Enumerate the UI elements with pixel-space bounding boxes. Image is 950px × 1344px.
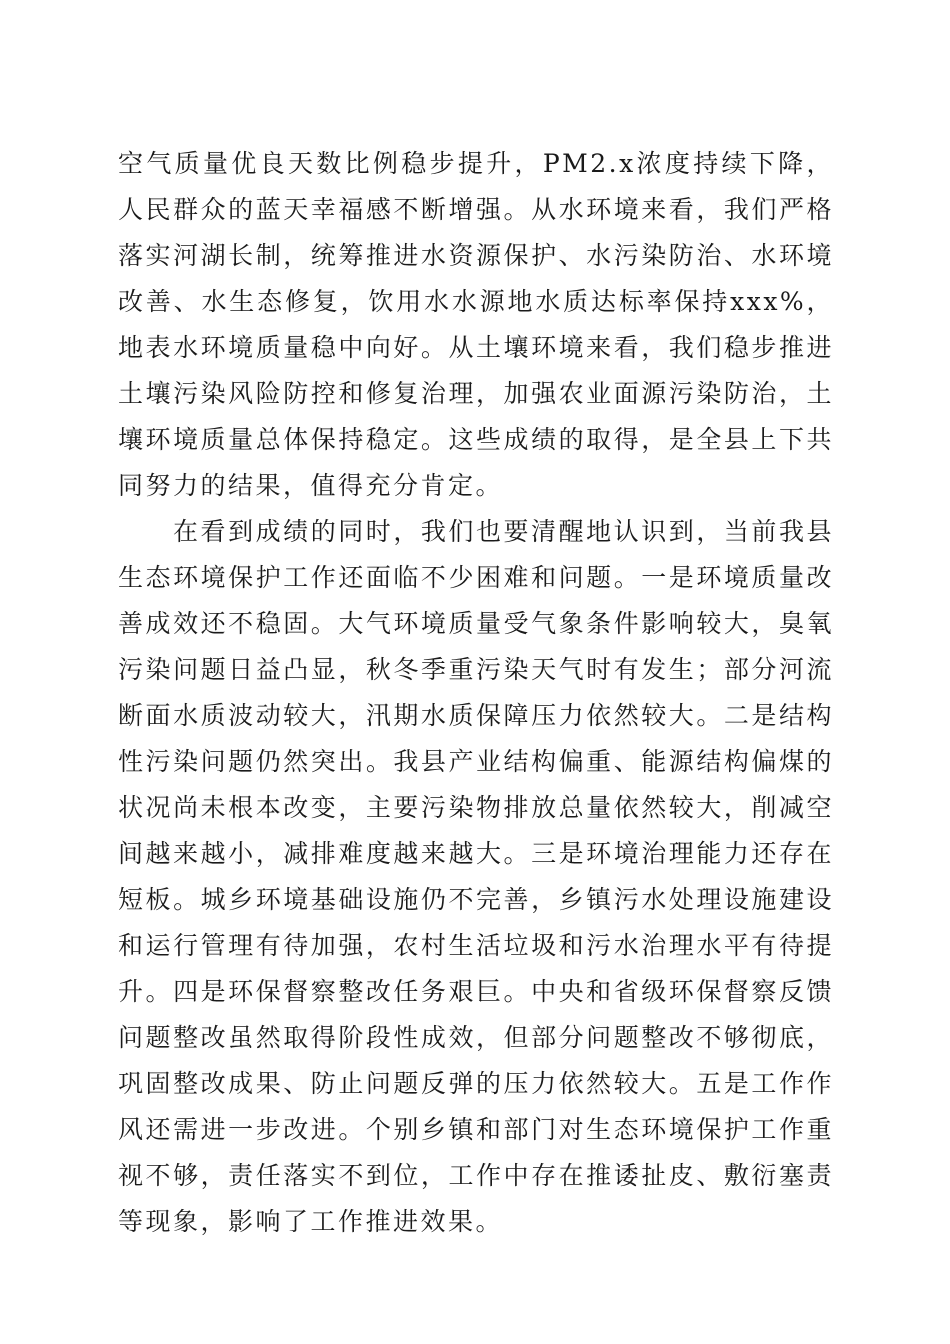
document-body xyxy=(118,141,834,1245)
paragraph-continued: 空气质量优良天数比例稳步提升，PM2.x浓度持续下降，人民群众的蓝天幸福感不断增强。从水环境来看，我们严格落实河湖长制，统筹推进水资源保护、水污染防治、水环境改善、水生态修复，饮用水水源地水质达标率保持xxx%，地表水环境质量稳中向好。从土壤环境来看，我们稳步推进土壤污染风险防控和修复治理，加强农业面源污染防治，土壤环境质量总体保持稳定。这些成绩的取得，是全县上下共同努力的结果，值得充分肯定。 xyxy=(118,149,834,500)
paragraph-problems: 在看到成绩的同时，我们也要清醒地认识到，当前我县生态环境保护工作还面临不少困难和问题。一是环境质量改善成效还不稳固。大气环境质量受气象条件影响较大，臭氧污染问题日益凸显，秋冬季重污染天气时有发生；部分河流断面水质波动较大，汛期水质保障压力依然较大。二是结构性污染问题仍然突出。我县产业结构偏重、能源结构偏煤的状况尚未根本改变，主要污染物排放总量依然较大，削减空间越来越小，减排难度越来越大。三是环境治理能力还存在短板。城乡环境基础设施仍不完善，乡镇污水处理设施建设和运行管理有待加强，农村生活垃圾和污水治理水平有待提升。四是环保督察整改任务艰巨。中央和省级环保督察反馈问题整改虽然取得阶段性成效，但部分问题整改不够彻底，巩固整改成果、防止问题反弹的压力依然较大。五是工作作风还需进一步改进。个别乡镇和部门对生态环境保护工作重视不够，责任落实不到位，工作中存在推诿扯皮、敷衍塞责等现象，影响了工作推进效果。 xyxy=(118,517,834,1236)
